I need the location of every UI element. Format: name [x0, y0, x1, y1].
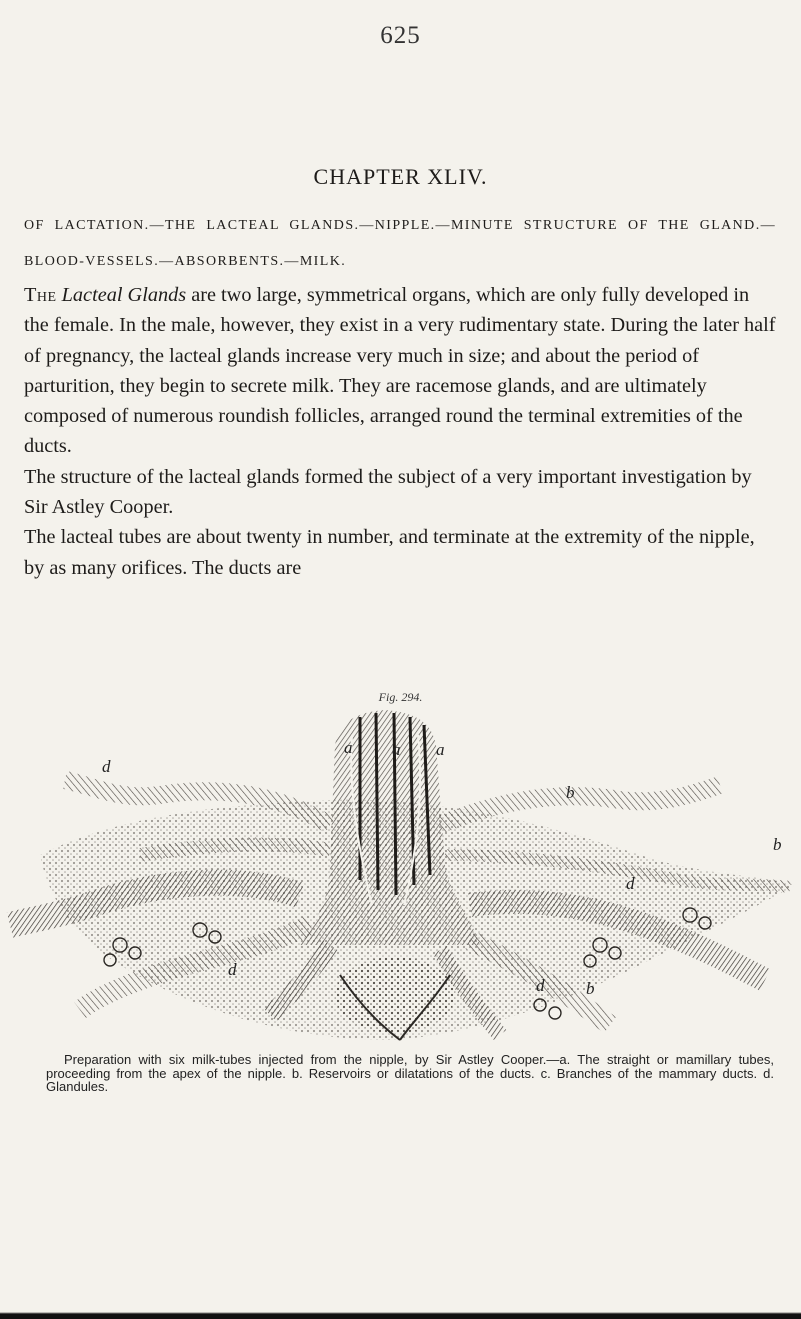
figure-illustration — [0, 705, 801, 1045]
paragraph-1-rest: are two large, symmetrical organs, which are only fully developed in the female. In the male, however, they exist in a very rudimentary state. During the later half of pregnancy, the lacteal glands increase very much in size; and about the period of parturition, they begin to secrete milk. They are racemose glands, and are ultimately composed of numerous roundish follicles, arranged round the terminal extremities of the ducts. — [24, 284, 776, 458]
figure-letter-a-right: a — [436, 740, 445, 759]
bottom-edge-rule — [0, 1312, 801, 1319]
chapter-subtitle: OF LACTATION.—THE LACTEAL GLANDS.—NIPPLE.—MINUTE STRUCTURE OF THE GLAND.—BLOOD-VESSELS.—ABSORBENTS.—MILK. — [24, 218, 776, 269]
figure-letter-d-left: d — [102, 757, 111, 776]
figure-letter-b-lower: b — [586, 979, 595, 998]
figure-letter-a-mid: a — [392, 740, 401, 759]
figure-letter-d-lower-left: d — [228, 960, 237, 979]
paragraph-lead: The — [24, 284, 57, 306]
figure-letter-d-lower-right: d — [536, 976, 545, 995]
figure-label: Fig. 294. — [378, 690, 423, 704]
figure-letter-b-right: b — [773, 835, 782, 854]
paragraph-3: The lacteal tubes are about twenty in number, and terminate at the extremity of the nipple, by as many orifices. The ducts are — [24, 526, 755, 579]
figure-caption: Preparation with six milk-tubes injected from the nipple, by Sir Astley Cooper.—a. The straight or mamillary tubes, proceeding from the apex of the nipple. b. Reservoirs or dilatations of the ducts. c. Branches of the mammary ducts. d. Glandules. — [46, 1052, 774, 1094]
body-text — [24, 280, 776, 583]
figure-letter-a-left: a — [344, 738, 353, 757]
paragraph-2: The structure of the lacteal glands formed the subject of a very important investigation by Sir Astley Cooper. — [24, 465, 752, 519]
page-number: 625 — [380, 22, 421, 49]
figure-letter-d-right-upper: d — [626, 874, 635, 893]
chapter-title: CHAPTER XLIV. — [313, 164, 488, 189]
italic-term: Lacteal Glands — [61, 284, 187, 306]
figure-letter-b-upper: b — [566, 783, 575, 802]
paragraph-1 — [24, 280, 776, 462]
lacteal-gland-engraving — [0, 705, 801, 1045]
